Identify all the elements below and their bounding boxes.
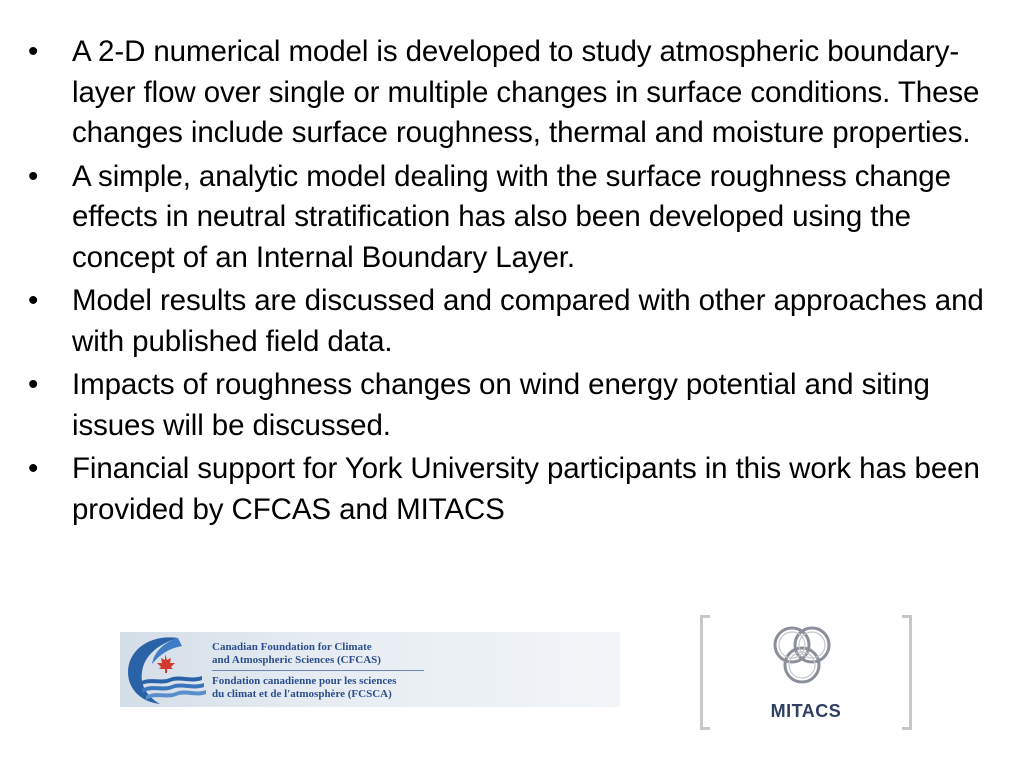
bullet-item xyxy=(22,32,1002,154)
bullet-text: Impacts of roughness changes on wind energy potential and siting issues will be discussed. xyxy=(72,368,930,442)
bullet-item xyxy=(22,449,1002,530)
bullet-item xyxy=(22,365,1002,446)
cfcas-wordmark xyxy=(212,641,424,700)
bullet-marker: • xyxy=(28,284,39,317)
bullet-text: Model results are discussed and compared with other approaches and with published field data. xyxy=(72,284,984,358)
cfcas-logo xyxy=(120,632,620,707)
cfcas-divider xyxy=(212,670,424,671)
bullet-text: A simple, analytic model dealing with the surface roughness change effects in neutral stratification has also been developed using the concept of an Internal Boundary Layer. xyxy=(72,159,951,274)
mitacs-wordmark: MITACS xyxy=(770,701,842,721)
bullet-marker: • xyxy=(28,159,39,193)
bullet-text: Financial support for York University participants in this work has been provided by CFCAS and MITACS xyxy=(72,452,980,526)
cfcas-name-english-line1: Canadian Foundation for Climate xyxy=(212,641,372,653)
bullet-list xyxy=(22,32,1002,533)
mitacs-logo xyxy=(700,615,912,732)
bullet-item xyxy=(22,157,1002,279)
cfcas-name-french-line2: du climat et de l'atmosphère (FCSCA) xyxy=(212,687,392,700)
bullet-text: A 2-D numerical model is developed to study atmospheric boundary-layer flow over single or multiple changes in surface conditions. These changes include surface roughness, thermal and moisture properties. xyxy=(72,35,980,149)
bullet-item xyxy=(22,281,1002,362)
interlocking-rings-icon xyxy=(762,621,842,693)
cfcas-name-english-line2: and Atmospheric Sciences (CFCAS) xyxy=(212,653,381,666)
cfcas-name-french-line1: Fondation canadienne pour les sciences xyxy=(212,675,397,687)
maple-leaf-wave-icon xyxy=(120,632,210,707)
bullet-marker: • xyxy=(28,452,39,485)
bullet-marker: • xyxy=(28,368,39,401)
bullet-marker: • xyxy=(28,35,39,68)
